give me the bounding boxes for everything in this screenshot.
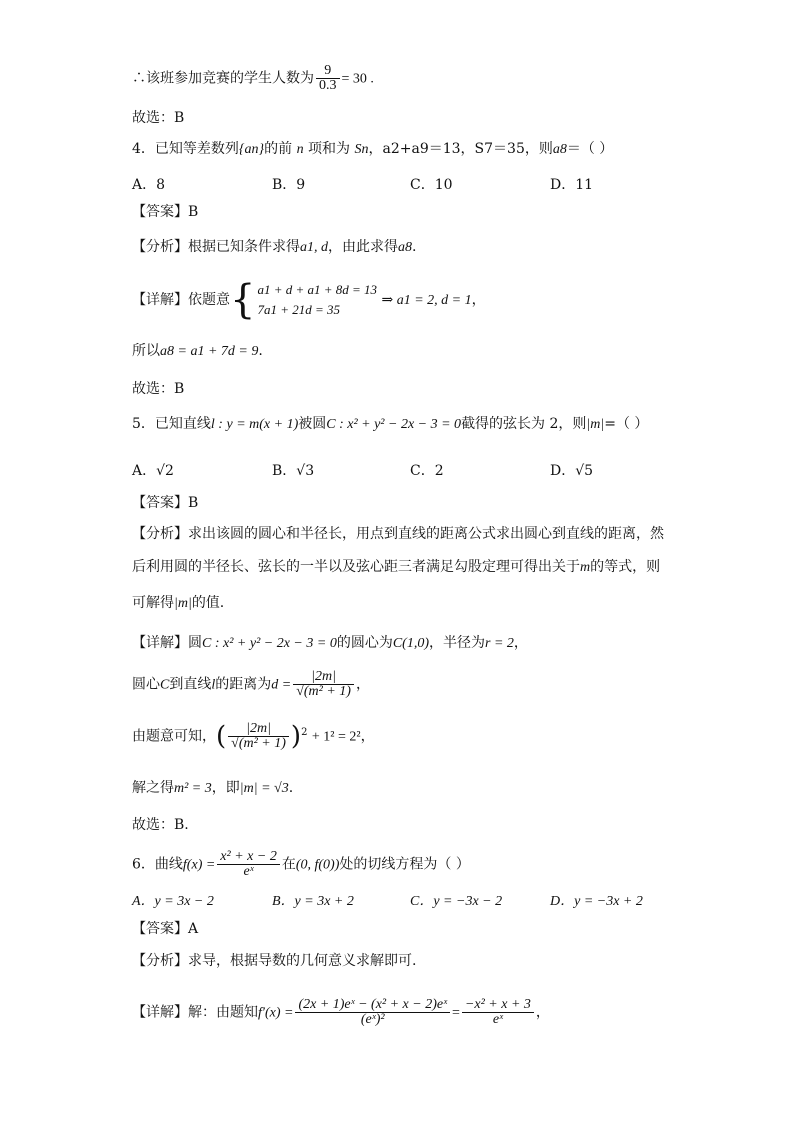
q4-stem-b: 的前 <box>264 141 293 157</box>
q5-stem-b: 被圆 <box>298 416 327 432</box>
detail-circle-eq: C : x² + y² − 2x − 3 = 0 <box>202 636 337 651</box>
analysis-label: 【分析】 <box>132 526 188 542</box>
detail-text-e: ， <box>513 635 528 651</box>
q5-detail-4 <box>132 781 293 796</box>
detail-text: 圆 <box>188 635 202 651</box>
q6-option-a: A．y = 3x − 2 <box>132 894 214 909</box>
system-row-2: 7a1 + 21d = 35 <box>257 302 340 317</box>
q4-seq: {an} <box>238 142 265 157</box>
analysis-text-c: . <box>412 239 417 255</box>
detail-label: 【详解】 <box>132 292 188 308</box>
q5-option-a: A．√2 <box>132 463 174 479</box>
fraction-numerator: 9 <box>324 63 332 78</box>
q4-a8: a8 <box>552 142 567 157</box>
detail-text-b: ，即 <box>211 780 240 796</box>
analysis-text: 求出该圆的圆心和半径长，用点到直线的距离公式求出圆心到直线的距离，然 <box>188 526 664 542</box>
analysis-text: 根据已知条件求得 <box>188 239 300 255</box>
analysis-math: a1, d <box>300 240 328 255</box>
brace-icon: { <box>230 277 256 323</box>
analysis-abs-m: |m| <box>174 596 192 611</box>
q5-option-d: D．√5 <box>550 463 594 479</box>
system-row-1: a1 + d + a1 + 8d = 13 <box>257 282 378 297</box>
q5-end: =（ ） <box>604 416 649 432</box>
q5-answer: 【答案】B <box>132 495 199 511</box>
detail-c: C <box>160 677 170 693</box>
q5-analysis-3 <box>132 596 224 611</box>
q4-end: ＝（ ） <box>566 141 614 157</box>
pythagoras-rest: + 1² = 2² <box>311 729 361 745</box>
detail-text: 解：由题知 <box>188 1004 258 1021</box>
pythagoras-fraction <box>228 722 289 751</box>
q5-abs-m: |m| <box>586 417 605 432</box>
q6-denominator: eˣ <box>217 864 280 879</box>
detail-label: 【详解】 <box>132 635 188 651</box>
detail-text-b: 的圆心为 <box>336 635 393 651</box>
q5-detail-3: 由题意可知，( $\frac{|2m|}{\text{√(m² + 1)}}$ )$^2$ + 1² = 2²， <box>132 721 375 752</box>
derivative-denominator-2: eˣ <box>462 1012 534 1027</box>
q5-option-b: B．√3 <box>272 463 315 479</box>
detail-text-e: ， <box>355 676 370 693</box>
q4-option-c: C．10 <box>410 177 453 193</box>
distance-numerator: |2m| <box>311 669 336 684</box>
q4-cond: ，a2+a9＝13，S7＝35，则 <box>368 141 553 157</box>
q4-stem-a: 4．已知等差数列 <box>132 141 239 157</box>
q6-stem <box>132 850 470 879</box>
q5-detail-2 <box>132 670 370 699</box>
q5-analysis-2 <box>132 560 660 575</box>
result-text: ∴该班参加竞赛的学生人数为 <box>132 70 314 87</box>
q4-choose: 故选：B <box>132 381 185 397</box>
derivative-lhs: f′(x) = <box>258 1005 294 1021</box>
q4-analysis <box>132 240 416 255</box>
q5-stem <box>132 417 648 432</box>
q5-circle-eq: C : x² + y² − 2x − 3 = 0 <box>326 417 462 432</box>
q5-stem-c: 截得的弦长为 2，则 <box>461 416 587 432</box>
q5-detail-1 <box>132 636 528 651</box>
derivative-fraction-1 <box>295 998 450 1027</box>
q4-option-b: B．9 <box>272 177 306 193</box>
q6-answer: 【答案】A <box>132 921 199 937</box>
detail-center: C(1,0) <box>392 636 429 651</box>
detail-result: |m| = √3 <box>239 781 289 796</box>
q4-answer: 【答案】B <box>132 204 199 220</box>
detail-text-c: . <box>288 780 294 796</box>
analysis-text: 求导，根据导数的几何意义求解即可. <box>188 953 417 969</box>
detail-d: d = <box>271 677 292 693</box>
detail-tail: ， <box>535 1004 550 1021</box>
q6-option-b: B．y = 3x + 2 <box>272 894 354 909</box>
analysis-text-a: 可解得 <box>132 595 174 611</box>
detail-text-c: ， <box>360 728 375 745</box>
analysis-math-2: a8 <box>398 240 412 255</box>
q4-option-a: A．8 <box>132 177 166 193</box>
detail-text-a: 由题意可知， <box>132 728 216 745</box>
fraction <box>316 64 340 93</box>
distance-fraction <box>293 670 354 699</box>
q6-point: (0, f(0)) <box>295 857 340 873</box>
result-line <box>132 64 374 93</box>
q4-n: n <box>296 142 304 157</box>
q6-option-d: D．y = −3x + 2 <box>550 894 643 909</box>
q5-choose: 故选：B. <box>132 817 189 833</box>
q4-stem-c: 项和为 <box>308 141 351 157</box>
detail-tail: ， <box>471 292 486 308</box>
analysis-label: 【分析】 <box>132 953 188 969</box>
equation-system <box>230 277 378 323</box>
analysis-text-b: ，由此求得 <box>328 239 398 255</box>
detail-text-d: 的距离为 <box>215 676 272 693</box>
q4-option-d: D．11 <box>550 177 594 193</box>
detail-text-b: 到直线 <box>169 676 212 693</box>
so-math: a8 = a1 + 7d = 9 <box>160 344 259 359</box>
q5-line-eq: l : y = m(x + 1) <box>210 417 299 432</box>
q6-stem-c: 处的切线方程为（ ） <box>339 856 470 873</box>
derivative-numerator-2: −x² + x + 3 <box>464 997 531 1012</box>
derivative-numerator-1: (2x + 1)eˣ − (x² + x − 2)eˣ <box>298 997 448 1012</box>
q5-option-c: C．2 <box>410 463 444 479</box>
choose-line: 故选：B <box>132 110 185 126</box>
analysis-text-b: 的值. <box>191 595 225 611</box>
q6-stem-b: 在 <box>281 856 296 873</box>
detail-m-squared: m² = 3 <box>174 781 212 796</box>
detail-text: 依题意 <box>188 292 230 308</box>
derivative-denominator-1: (eˣ)² <box>295 1012 450 1027</box>
q6-analysis <box>132 954 416 968</box>
detail-text-d: ，半径为 <box>429 635 485 651</box>
equals-sign: = <box>452 1005 460 1021</box>
analysis-text-a: 后利用圆的半径长、弦长的一半以及弦心距三者满足勾股定理可得出关于 <box>132 559 580 575</box>
q4-stem <box>132 142 613 157</box>
q4-so <box>132 344 263 359</box>
q6-stem-a: 6．曲线 <box>132 856 183 873</box>
analysis-m: m <box>580 560 591 575</box>
detail-radius: r = 2 <box>485 636 514 651</box>
fraction-denominator: 0.3 <box>316 78 340 93</box>
derivative-fraction-2 <box>462 998 534 1027</box>
system-result: ⇒ a1 = 2, d = 1 <box>381 293 472 308</box>
detail-text-a: 圆心 <box>132 676 160 693</box>
q6-f: f(x) = <box>182 857 216 873</box>
q6-option-c: C．y = −3x − 2 <box>410 894 503 909</box>
q4-detail <box>132 277 486 323</box>
q6-detail <box>132 998 550 1027</box>
analysis-label: 【分析】 <box>132 239 188 255</box>
analysis-text-b: 的等式，则 <box>590 559 661 575</box>
detail-label: 【详解】 <box>132 1004 188 1021</box>
pythagoras-numerator: |2m| <box>246 721 271 736</box>
q5-analysis-1 <box>132 527 664 541</box>
q6-numerator: x² + x − 2 <box>220 849 277 864</box>
result-tail: = 30 . <box>341 71 374 87</box>
q5-stem-a: 5．已知直线 <box>132 416 211 432</box>
so-tail: . <box>258 343 263 359</box>
distance-denominator: √(m² + 1) <box>293 684 354 699</box>
detail-text-a: 解之得 <box>132 780 174 796</box>
pythagoras-denominator: √(m² + 1) <box>228 736 289 751</box>
q4-sn: Sn <box>354 142 369 157</box>
detail-l: l <box>211 677 216 693</box>
q6-fraction <box>217 850 280 879</box>
so-text: 所以 <box>132 343 160 359</box>
